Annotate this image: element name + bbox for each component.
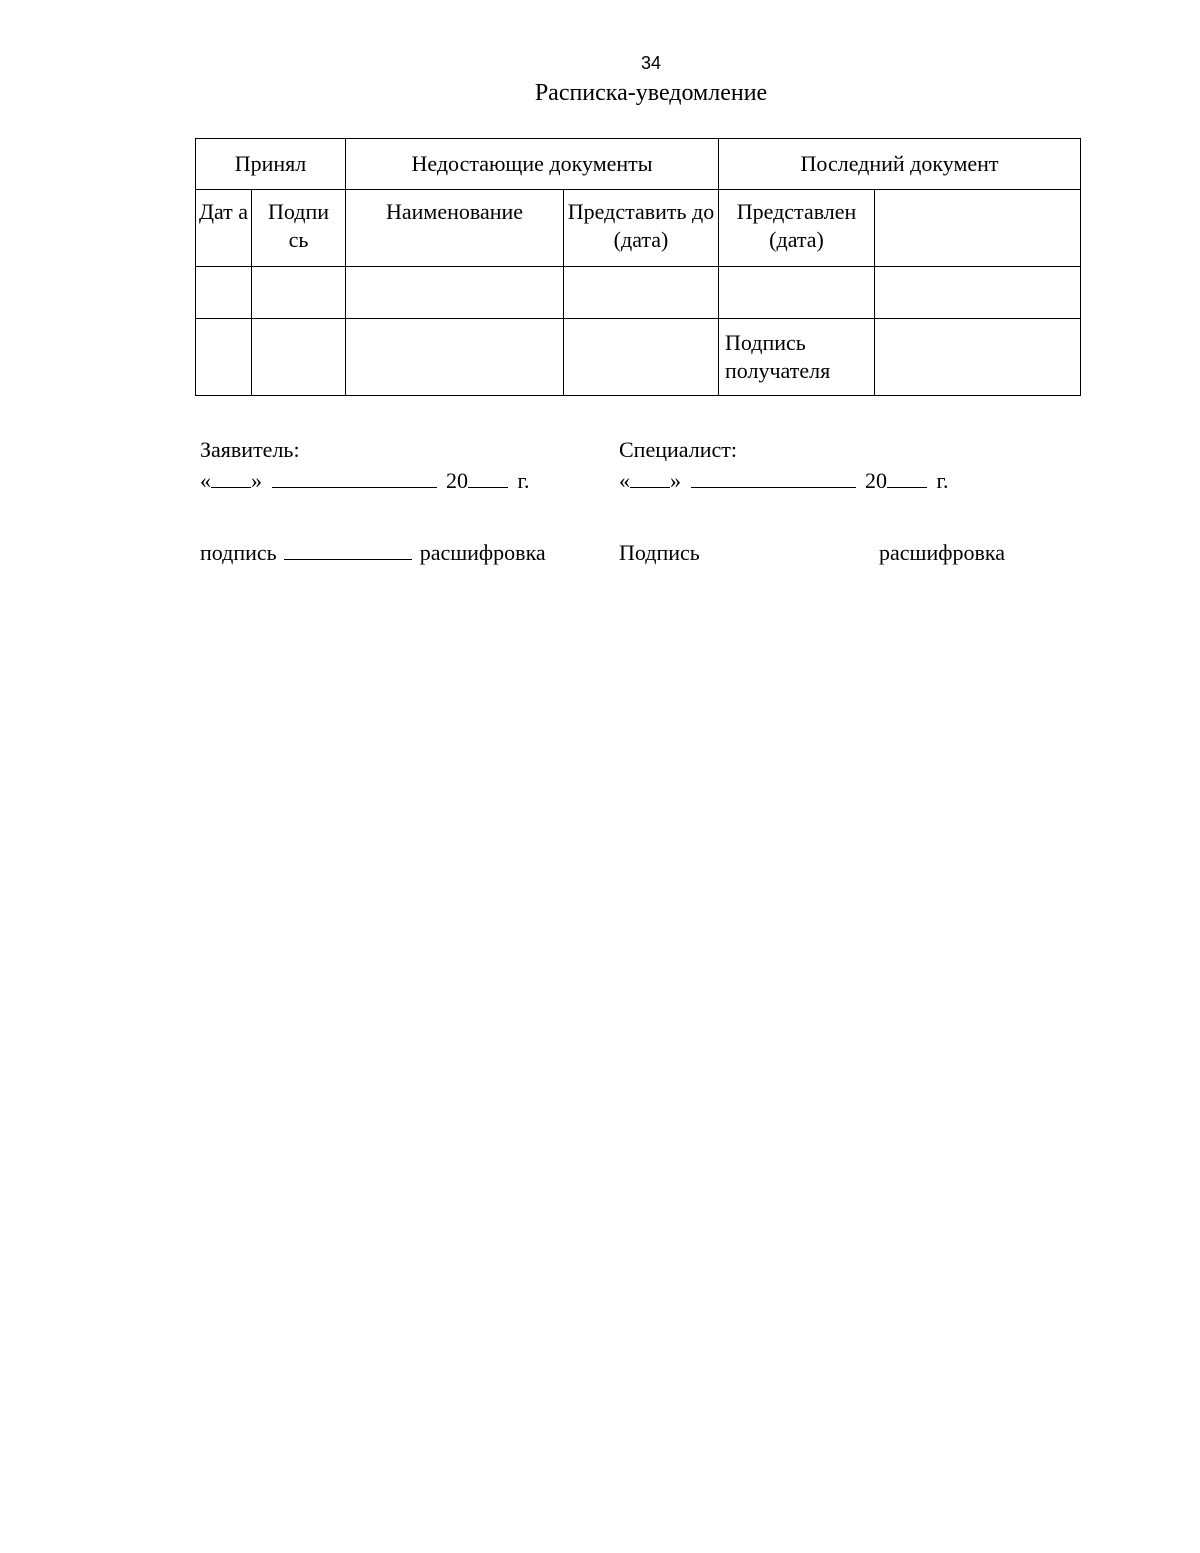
subheader-empty-cell — [875, 190, 1081, 267]
header-missing-documents: Недостающие документы — [346, 139, 719, 190]
recipient-signature-label: Подпись получателя — [719, 319, 875, 396]
subheader-submit-by: Представить до (дата) — [564, 190, 719, 267]
specialist-year-suffix: г. — [936, 468, 949, 493]
table-cell[interactable] — [564, 267, 719, 319]
specialist-signature-label: Подпись — [619, 540, 700, 565]
applicant-decode-label: расшифровка — [419, 540, 546, 565]
receipt-table — [195, 138, 1081, 396]
applicant-month-blank[interactable] — [272, 467, 437, 488]
table-cell[interactable] — [346, 319, 564, 396]
specialist-quote-open: « — [619, 468, 630, 493]
applicant-year-prefix: 20 — [446, 468, 468, 493]
specialist-year-blank[interactable] — [887, 467, 927, 488]
specialist-label: Специалист: — [619, 437, 737, 462]
subheader-date: Дат а — [196, 190, 252, 267]
subheader-name: Наименование — [346, 190, 564, 267]
applicant-quote-close: » — [251, 468, 262, 493]
applicant-year-suffix: г. — [517, 468, 530, 493]
table-cell[interactable] — [564, 319, 719, 396]
applicant-signature-blank[interactable] — [284, 539, 412, 560]
specialist-year-prefix: 20 — [865, 468, 887, 493]
applicant-quote-open: « — [200, 468, 211, 493]
applicant-signature-label: подпись — [200, 540, 277, 565]
table-cell[interactable] — [196, 267, 252, 319]
table-subheader-row — [196, 190, 1081, 267]
specialist-month-blank[interactable] — [691, 467, 856, 488]
subheader-submitted: Представлен (дата) — [719, 190, 875, 267]
table-cell[interactable] — [875, 267, 1081, 319]
recipient-signature-field[interactable] — [875, 319, 1081, 396]
table-cell[interactable] — [252, 319, 346, 396]
table-cell[interactable] — [252, 267, 346, 319]
applicant-label: Заявитель: — [200, 437, 300, 462]
applicant-date-line — [200, 467, 530, 495]
table-header-row — [196, 139, 1081, 190]
page-number: 34 — [640, 53, 662, 73]
specialist-date-line — [619, 467, 949, 495]
table-cell[interactable] — [196, 319, 252, 396]
applicant-signature-line — [200, 539, 546, 567]
table-cell[interactable] — [346, 267, 564, 319]
specialist-decode-label: расшифровка — [879, 540, 1006, 565]
applicant-day-blank[interactable] — [211, 467, 251, 488]
header-last-document: Последний документ — [719, 139, 1081, 190]
specialist-quote-close: » — [670, 468, 681, 493]
document-title: Расписка-уведомление — [534, 80, 768, 106]
applicant-year-blank[interactable] — [468, 467, 508, 488]
table-cell[interactable] — [719, 267, 875, 319]
specialist-day-blank[interactable] — [630, 467, 670, 488]
header-accepted: Принял — [196, 139, 346, 190]
table-row — [196, 319, 1081, 396]
subheader-signature: Подпи сь — [252, 190, 346, 267]
table-row — [196, 267, 1081, 319]
